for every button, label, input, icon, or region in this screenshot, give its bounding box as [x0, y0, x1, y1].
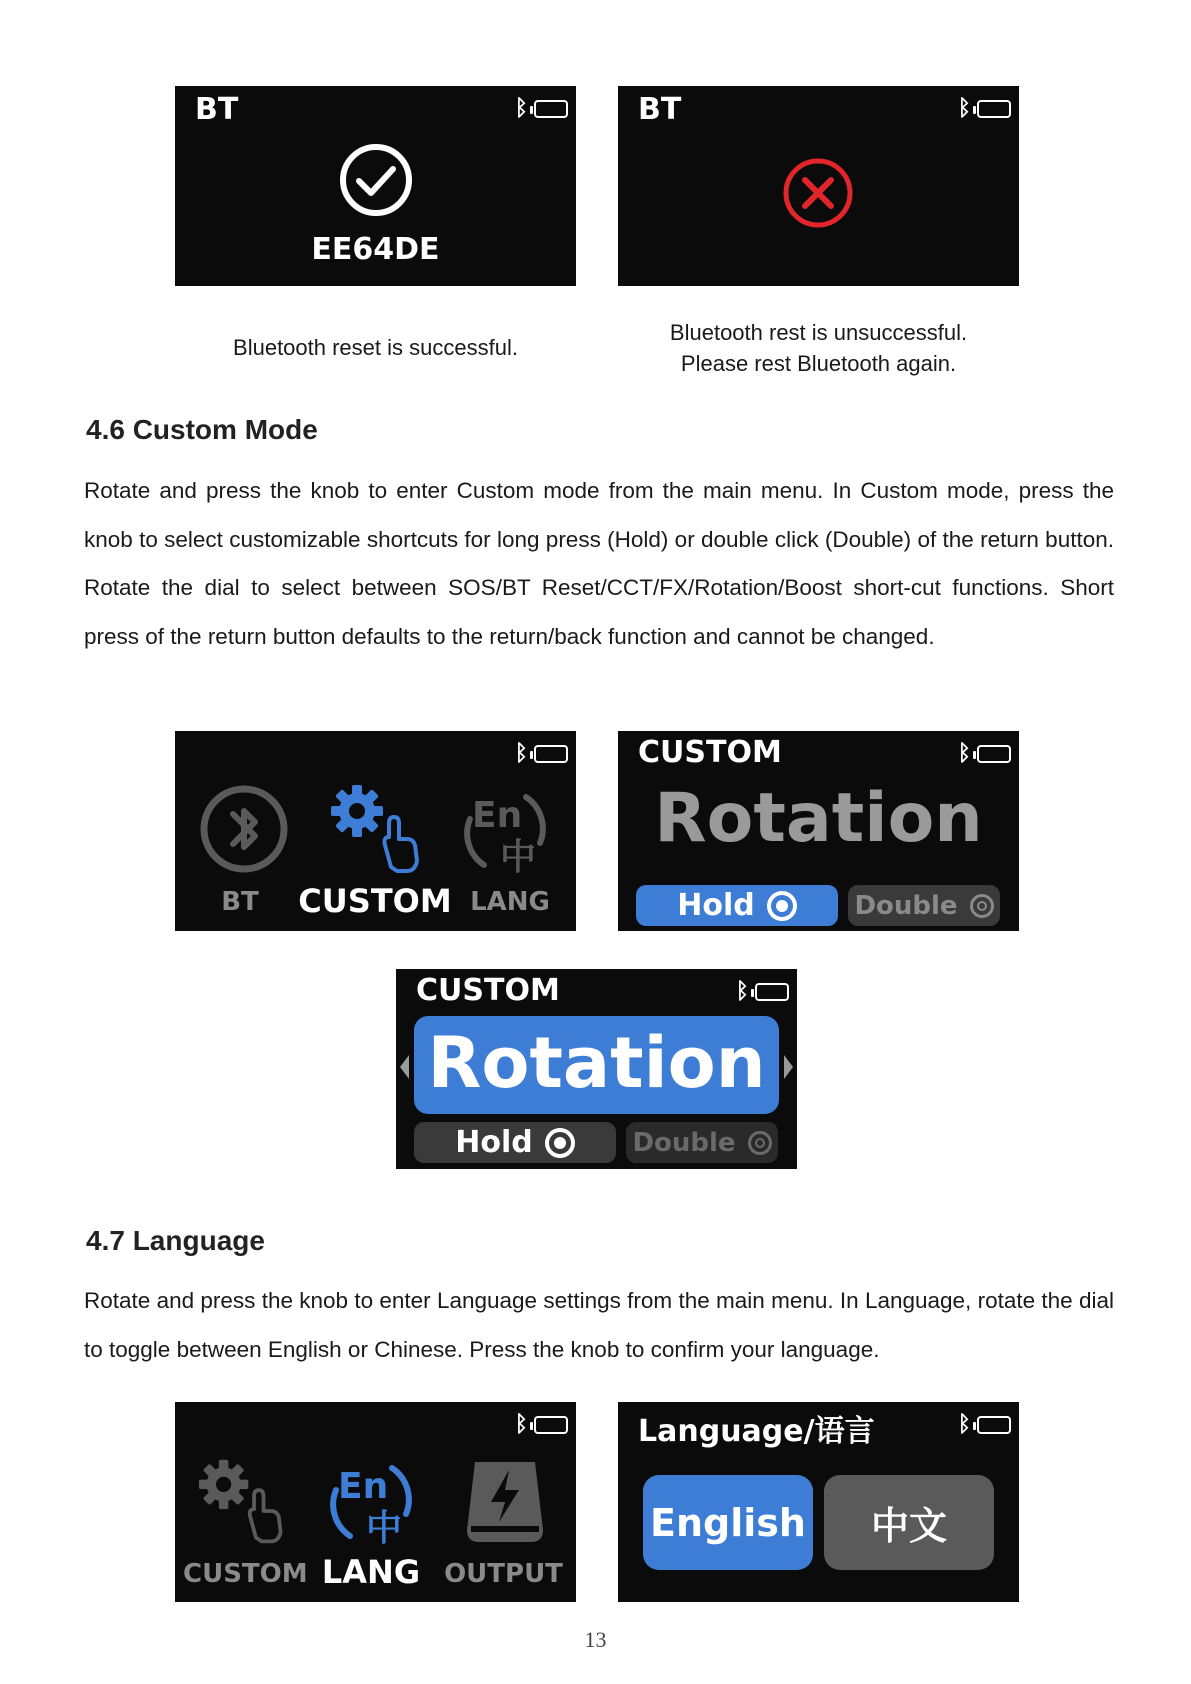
status-bar [515, 743, 568, 765]
lang-icon-en: En [472, 795, 523, 836]
chinese-label: 中文 [870, 1504, 947, 1548]
section-paragraph-language: Rotate and press the knob to enter Language settings from the main menu. In Language, rotate the dial to toggle between English or Chinese. Press the knob to confirm your language. [84, 1288, 1114, 1362]
double-button[interactable] [848, 885, 1000, 926]
status-bar [736, 981, 789, 1003]
target-icon [545, 1128, 575, 1158]
lang-icon-cn: 中 [500, 837, 537, 878]
status-bar [515, 1414, 568, 1436]
target-icon [970, 894, 994, 918]
language-icon [324, 1454, 419, 1549]
battery-icon [534, 745, 568, 763]
menu-item-lang[interactable]: LANG [321, 1553, 421, 1591]
gear-hand-icon [195, 1454, 295, 1549]
bluetooth-icon: ᛒ [957, 741, 971, 766]
menu-item-custom[interactable]: CUSTOM [298, 882, 452, 920]
bt-success-screen [175, 86, 576, 286]
hold-button[interactable] [636, 885, 838, 926]
error-x-circle-icon [781, 156, 855, 230]
menu-item-bt[interactable]: BT [221, 887, 259, 917]
bluetooth-icon: ᛒ [735, 979, 749, 1004]
bt-success-caption: Bluetooth reset is successful. [233, 335, 518, 360]
language-icon [458, 783, 553, 878]
lang-icon-en: En [338, 1466, 389, 1507]
language-select-screen [618, 1402, 1019, 1602]
custom-edit-screen [396, 969, 797, 1169]
bluetooth-icon: ᛒ [514, 96, 528, 121]
screen-title: CUSTOM [638, 735, 782, 770]
menu-custom-screen [175, 731, 576, 931]
hold-label: Hold [677, 888, 755, 923]
gear-hand-icon [327, 779, 432, 879]
arrow-left-icon[interactable] [400, 1055, 409, 1079]
menu-item-custom[interactable]: CUSTOM [183, 1559, 308, 1589]
section-heading-custom: 4.6 Custom Mode [86, 414, 318, 445]
status-bar [515, 98, 568, 120]
menu-lang-screen [175, 1402, 576, 1602]
screen-title: BT [195, 92, 239, 127]
check-circle-icon [339, 143, 413, 217]
battery-icon [534, 100, 568, 118]
battery-icon [534, 1416, 568, 1434]
arrow-right-icon[interactable] [784, 1055, 793, 1079]
screen-title: BT [638, 92, 682, 127]
english-label: English [650, 1500, 806, 1545]
custom-hold-screen [618, 731, 1019, 931]
lang-icon-cn: 中 [366, 1508, 403, 1549]
bluetooth-icon: ᛒ [514, 1412, 528, 1437]
screen-title: Language/语言 [638, 1414, 875, 1449]
custom-function-value: Rotation [654, 779, 983, 858]
double-label: Double [632, 1127, 736, 1158]
device-id: EE64DE [311, 232, 440, 267]
screen-title: CUSTOM [416, 973, 560, 1008]
status-bar [958, 1414, 1011, 1436]
status-bar [958, 98, 1011, 120]
menu-item-output[interactable]: OUTPUT [444, 1559, 563, 1589]
menu-item-lang[interactable]: LANG [470, 887, 550, 917]
language-option-chinese[interactable] [824, 1475, 994, 1570]
language-option-english[interactable] [643, 1475, 813, 1570]
bluetooth-icon: ᛒ [957, 1412, 971, 1437]
double-label: Double [854, 890, 958, 921]
double-button[interactable] [626, 1122, 778, 1163]
battery-icon [977, 745, 1011, 763]
status-bar [958, 743, 1011, 765]
bt-fail-caption-line2: Please rest Bluetooth again. [680, 351, 957, 376]
target-icon [767, 891, 797, 921]
bt-fail-screen [618, 86, 1019, 286]
section-heading-language: 4.7 Language [86, 1225, 265, 1256]
bluetooth-circle-icon [199, 784, 289, 874]
output-boost-icon [457, 1456, 553, 1546]
page-number: 13 [584, 1627, 607, 1652]
value-selector[interactable] [414, 1016, 779, 1114]
target-icon [748, 1131, 772, 1155]
hold-label: Hold [455, 1125, 533, 1160]
bluetooth-icon: ᛒ [514, 741, 528, 766]
battery-icon [977, 1416, 1011, 1434]
hold-button[interactable] [414, 1122, 616, 1163]
battery-icon [977, 100, 1011, 118]
battery-icon [755, 983, 789, 1001]
custom-function-value: Rotation [427, 1022, 766, 1104]
section-paragraph-custom: Rotate and press the knob to enter Custom mode from the main menu. In Custom mode, press the knob to select customizable shortcuts for long press (Hold) or double click (Double) of the return button. Rotate the dial to select between SOS/BT Reset/CCT/FX/Rotation/Boost short-cut functions. Short press of the return button defaults to the return/back function and cannot be changed. [84, 478, 1114, 649]
bluetooth-icon: ᛒ [957, 96, 971, 121]
bt-fail-caption-line1: Bluetooth rest is unsuccessful. [669, 320, 968, 345]
